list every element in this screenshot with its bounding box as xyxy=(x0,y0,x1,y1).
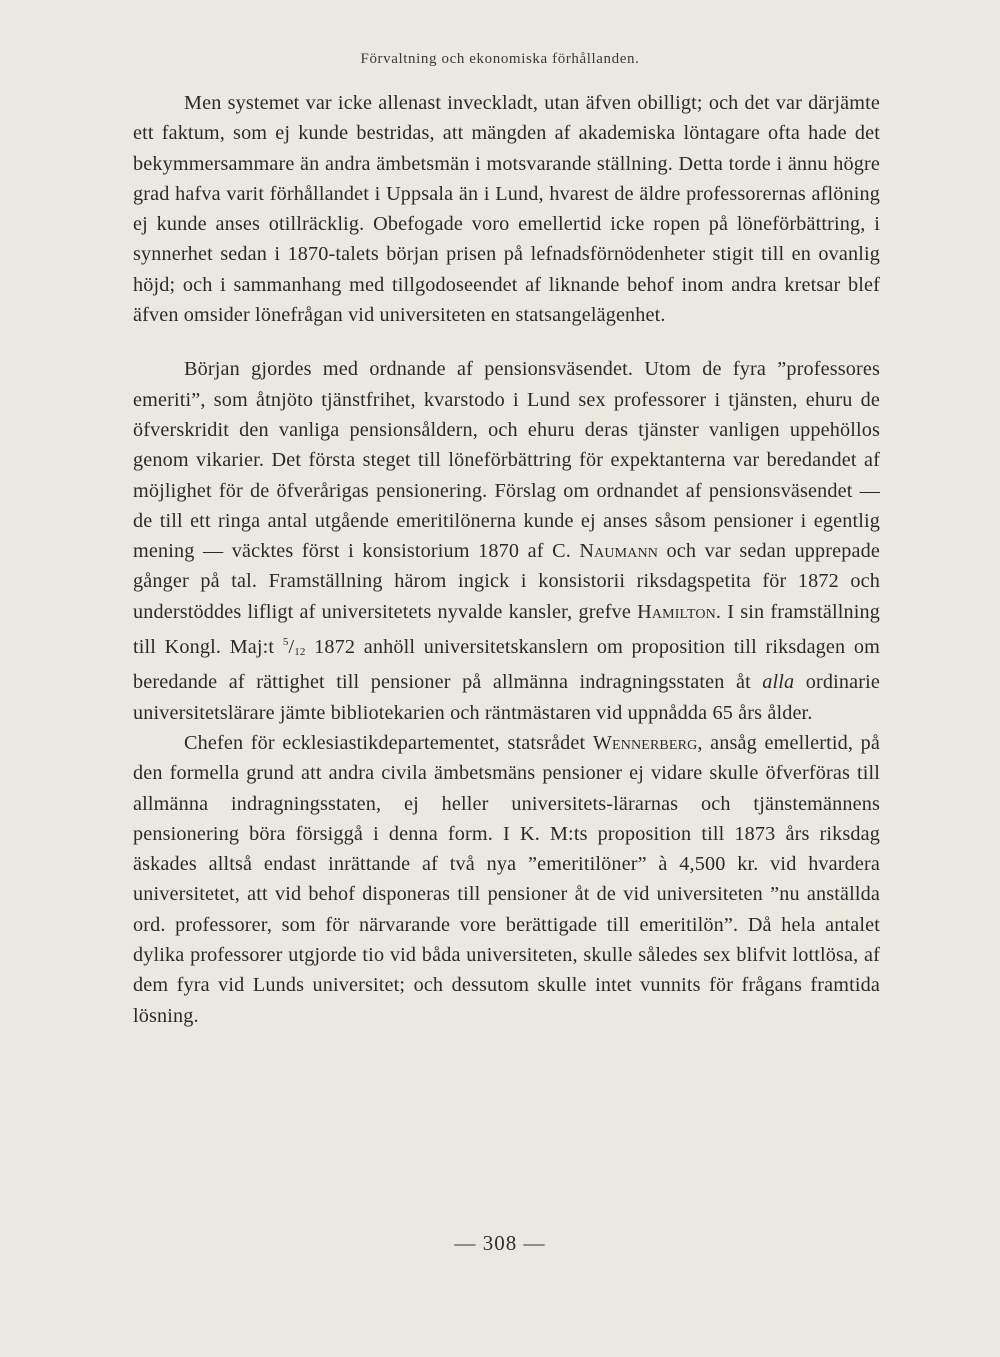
paragraph-3-text-2: , ansåg emellertid, på den formella grund att andra civila ämbetsmäns pensioner ej vidare skulle öfverföras till allmänna indragningsstaten, ej heller universitets-lärarnas och tjänstemännens pensionering böra försiggå i denna form. I K. M:ts proposition till 1873 års riksdag äskades alltså endast inrättande af två nya ”emeritilöner” à 4,500 kr. vid hvardera universitetet, att vid behof disponeras till pensioner åt de vid universiteten ”nu anställda ord. professorer, som för närvarande vore berättigade till emeritilön”. Då hela antalet dylika professorer utgjorde tio vid båda universiteten, skulle således sex blifvit lottlösa, af dem fyra vid Lunds universitet; och dessutom skulle intet vunnits för frågans framtida lösning. xyxy=(133,731,880,1027)
running-head: Förvaltning och ekonomiska förhållanden. xyxy=(360,51,640,67)
person-name-naumann: Naumann xyxy=(579,540,659,563)
person-name-hamilton: Hamilton xyxy=(637,600,716,623)
paragraph-2-text-3: . I sin framställning till Kongl. Maj:t xyxy=(133,600,881,659)
page-number: — 308 — xyxy=(454,1231,546,1255)
date-day: 5 xyxy=(282,636,289,649)
paragraph-2 xyxy=(133,354,880,728)
paragraph-2-text-5: ordinarie universitetslärare jämte bibliotekarien och räntmästaren vid uppnådda 65 års ålder. xyxy=(133,671,880,724)
date-month: 12 xyxy=(294,646,306,659)
paragraph-3-text-1: Chefen för ecklesiastikdepartementet, statsrådet xyxy=(184,731,593,754)
body-text xyxy=(133,88,880,1031)
date-fraction: $^5/_{12}$ xyxy=(282,636,306,659)
paragraph-2-text-1: Början gjordes med ordnande af pensionsväsendet. Utom de fyra ”professores emeriti”, som åtnjöto tjänstfrihet, kvarstodo i Lund sex professorer i tjänsten, ehuru de öfverskridit den vanliga pensionsåldern, och ehuru deras tjänster vanligen uppehöllos genom vikarier. Det första steget till löneförbättring för expektanterna var beredandet af möjlighet för de öfverårigas pensionering. Förslag om ordnandet af pensionsväsendet — de till ett ringa antal utgående emeritilönerna kunde ej anses såsom pensioner i egentlig mening — väcktes först i konsistorium 1870 af C. xyxy=(133,358,880,563)
paragraph-1: Men systemet var icke allenast inveckladt, utan äfven obilligt; och det var därjämte ett faktum, som ej kunde bestridas, att mängden af akademiska löntagare ofta hade det bekymmersammare än andra ämbetsmän i motsvarande ställning. Detta torde i ännu högre grad hafva varit förhållandet i Uppsala än i Lund, hvarest de äldre professorernas aflöning ej kunde anses otillräcklig. Obefogade voro emellertid icke ropen på löneförbättring, i synnerhet sedan i 1870-talets början prisen på lefnadsförnödenheter stigit till en ovanlig höjd; och i sammanhang med tillgodoseendet af liknande behof inom andra kretsar blef äfven omsider lönefrågan vid universiteten en statsangelägenhet. xyxy=(133,92,880,327)
person-name-wennerberg: Wennerberg xyxy=(592,731,698,754)
emphasis-alla: alla xyxy=(762,671,795,694)
paragraph-2-text-2: och var sedan upprepade gånger på tal. Framställning härom ingick i konsistorii riksdagspetita för 1872 och understöddes lifligt af universitetets nyvalde kansler, grefve xyxy=(133,540,880,623)
paragraph-3 xyxy=(133,728,880,1031)
paragraph-2-text-4: 1872 anhöll universitetskanslern om proposition till riksdagen om beredande af rättighet till pensioner på allmänna indragningsstaten åt xyxy=(133,636,881,694)
